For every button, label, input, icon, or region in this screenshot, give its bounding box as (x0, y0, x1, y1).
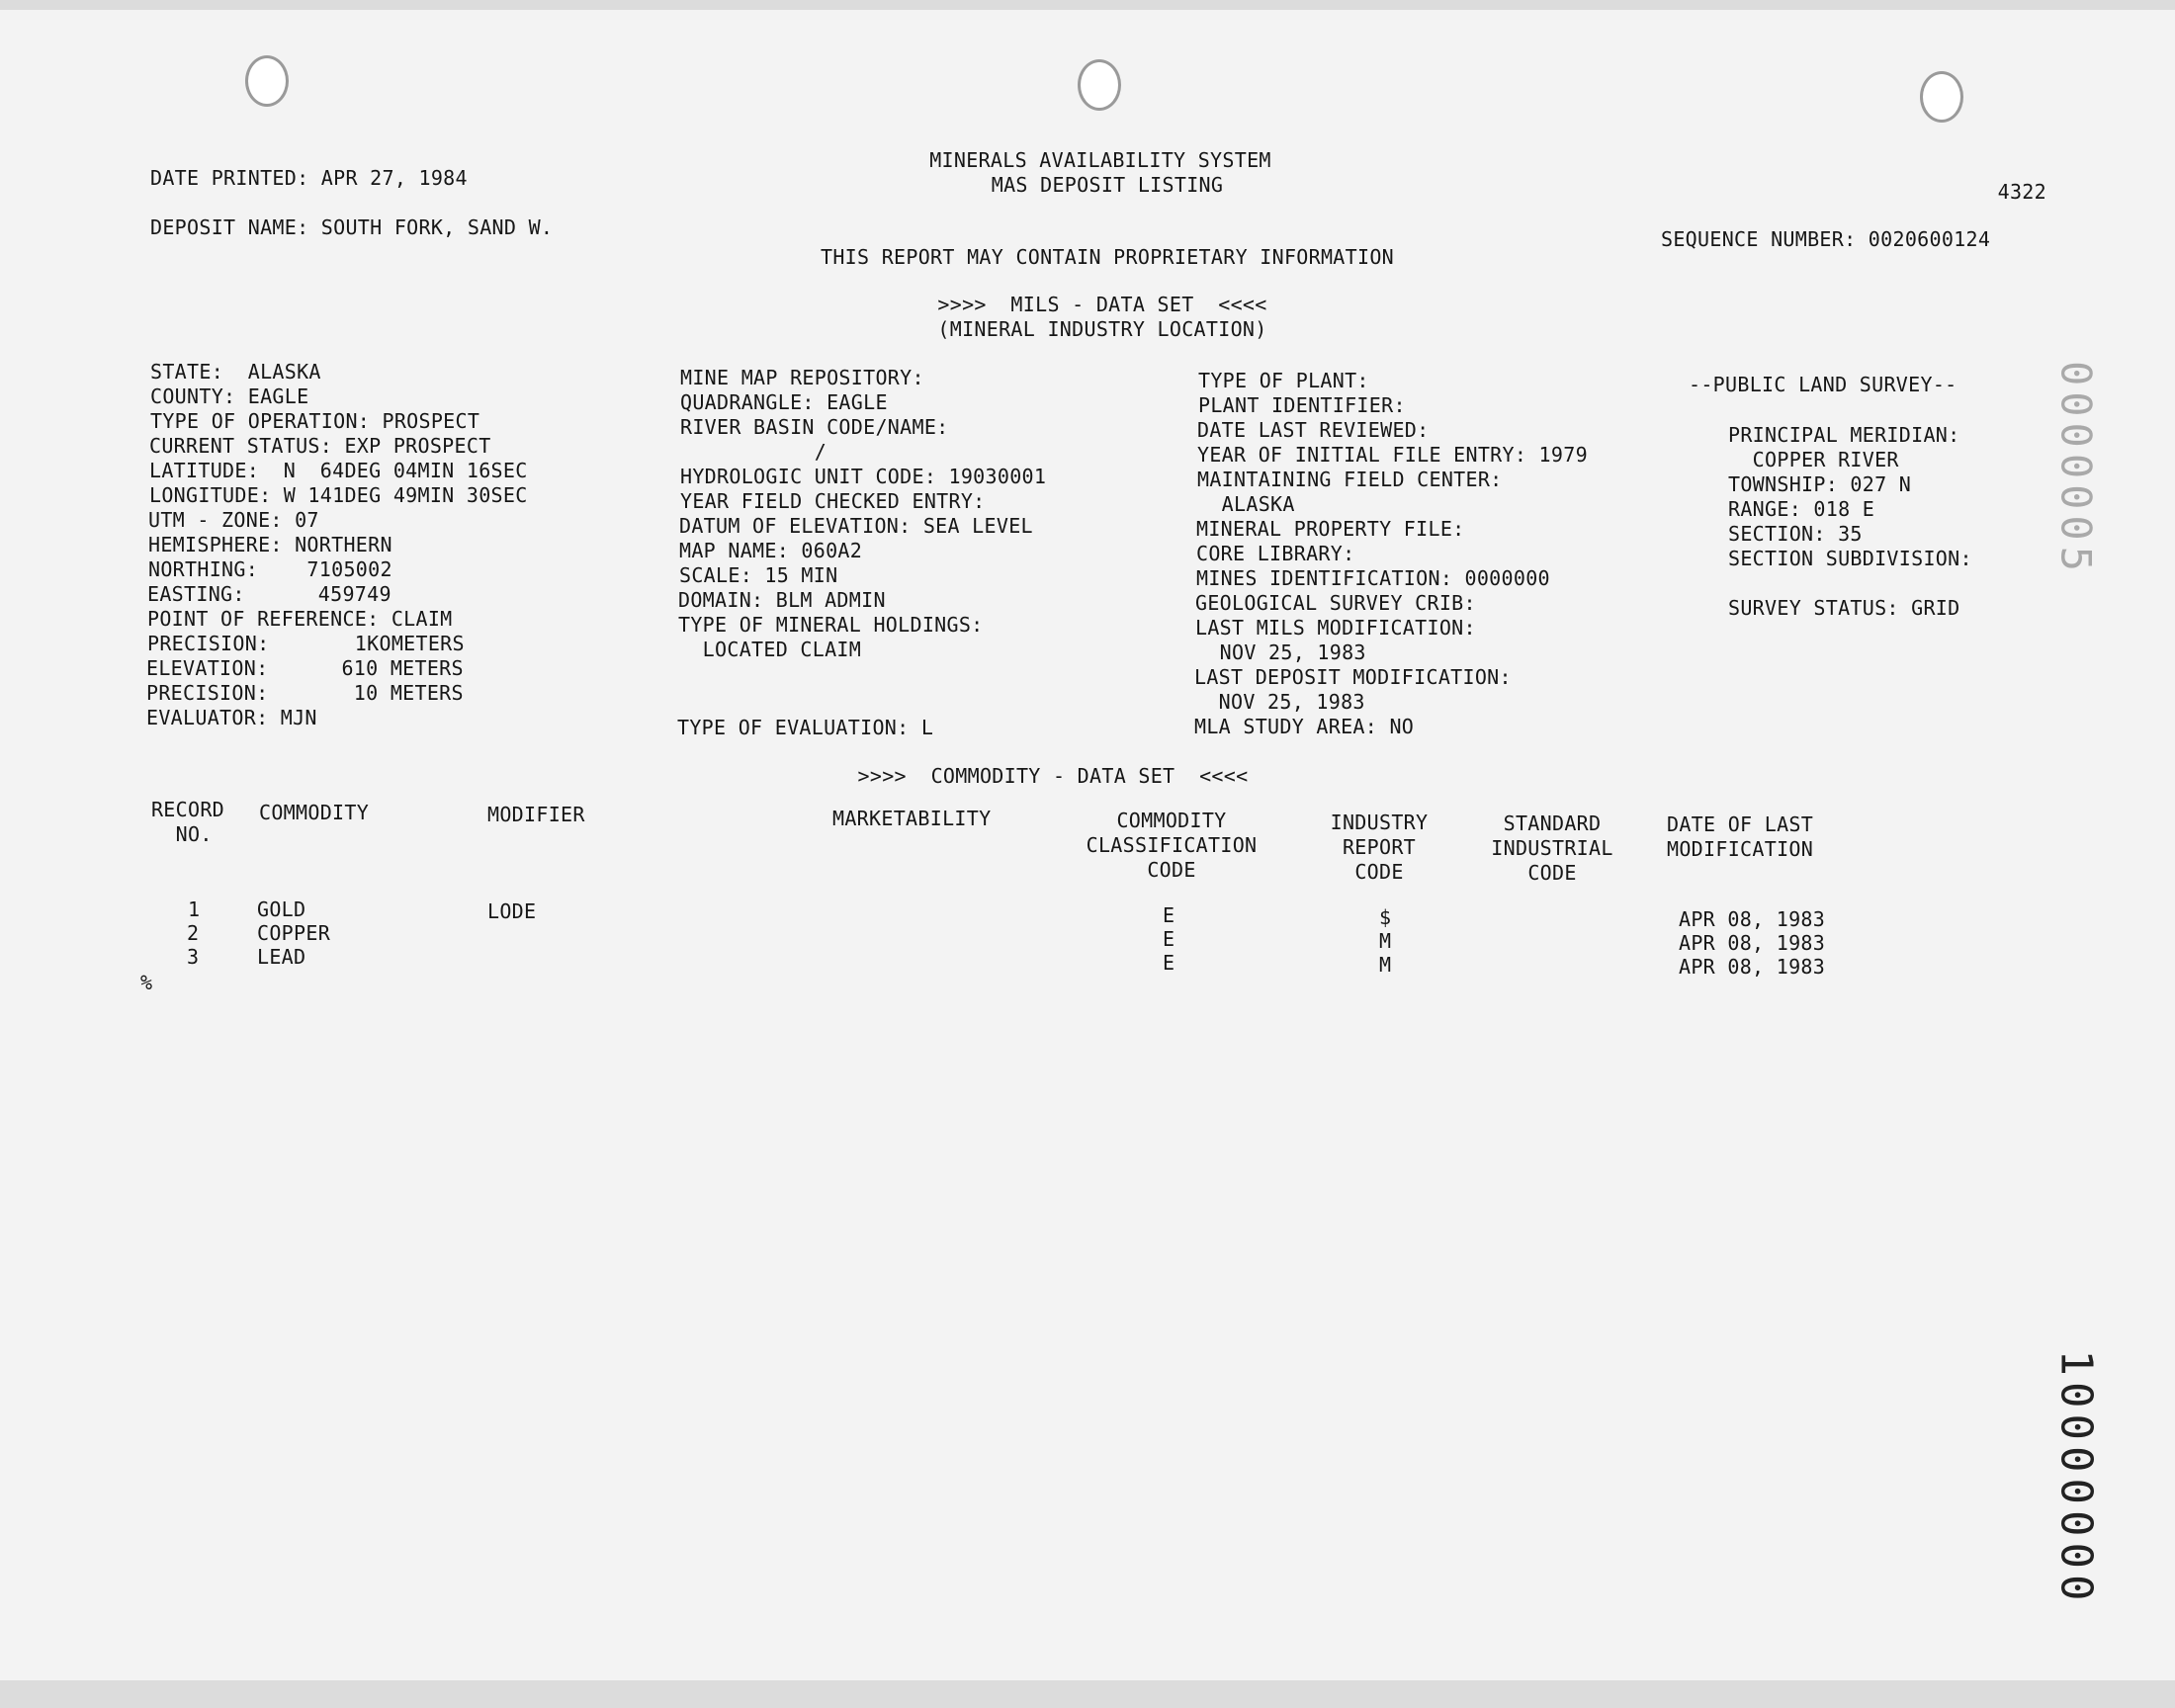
col-header-modifier: MODIFIER (487, 803, 585, 826)
operation-type-line: TYPE OF OPERATION: PROSPECT (150, 409, 480, 433)
row-classification-code: E (1163, 951, 1175, 975)
principal-meridian-value: COPPER RIVER (1728, 448, 1899, 471)
row-date-modified: APR 08, 1983 (1679, 955, 1826, 979)
row-date-modified: APR 08, 1983 (1679, 907, 1826, 931)
sequence-number: SEQUENCE NUMBER: 0020600124 (1661, 227, 1991, 251)
last-mils-modification-value: NOV 25, 1983 (1195, 640, 1366, 664)
mineral-property-file-line: MINERAL PROPERTY FILE: (1196, 517, 1465, 541)
row-industry-code: M (1379, 953, 1392, 977)
northing-line: NORTHING: 7105002 (148, 557, 392, 581)
row-commodity: COPPER (257, 921, 331, 945)
river-basin-value: / (680, 440, 827, 464)
scale-line: SCALE: 15 MIN (679, 563, 838, 587)
mineral-holdings-line: TYPE OF MINERAL HOLDINGS: (678, 613, 984, 637)
utm-zone-line: UTM - ZONE: 07 (148, 508, 319, 532)
end-of-listing-mark: % (140, 971, 153, 994)
mine-map-repository-line: MINE MAP REPOSITORY: (680, 366, 924, 389)
row-modifier: LODE (487, 899, 537, 923)
field-center-value: ALASKA (1197, 492, 1295, 516)
elevation-line: ELEVATION: 610 METERS (146, 656, 464, 680)
row-industry-code: M (1379, 929, 1392, 953)
easting-line: EASTING: 459749 (147, 582, 392, 606)
field-center-line: MAINTAINING FIELD CENTER: (1197, 468, 1503, 491)
river-basin-line: RIVER BASIN CODE/NAME: (680, 415, 949, 439)
section-line: SECTION: 35 (1728, 522, 1863, 546)
evaluator-line: EVALUATOR: MJN (146, 706, 317, 729)
hemisphere-line: HEMISPHERE: NORTHERN (148, 533, 392, 556)
col-header-classification-code: COMMODITY CLASSIFICATION CODE (1086, 809, 1258, 882)
plant-identifier-line: PLANT IDENTIFIER: (1198, 393, 1406, 417)
col-header-date-modified: DATE OF LAST MODIFICATION (1667, 812, 1814, 861)
date-last-reviewed-line: DATE LAST REVIEWED: (1197, 418, 1430, 442)
type-of-plant-line: TYPE OF PLANT: (1198, 369, 1369, 392)
date-printed: DATE PRINTED: APR 27, 1984 (150, 166, 468, 190)
longitude-line: LONGITUDE: W 141DEG 49MIN 30SEC (149, 483, 528, 507)
col-header-commodity: COMMODITY (259, 801, 370, 824)
state-line: STATE: ALASKA (150, 360, 321, 384)
section-subdivision-line: SECTION SUBDIVISION: (1728, 547, 1972, 570)
township-line: TOWNSHIP: 027 N (1728, 472, 1912, 496)
mils-heading: >>>> MILS - DATA SET <<<< (937, 293, 1267, 316)
punch-hole-right (1920, 71, 1963, 123)
punch-hole-left (245, 55, 289, 107)
datum-of-elevation-line: DATUM OF ELEVATION: SEA LEVEL (679, 514, 1033, 538)
row-commodity: LEAD (257, 945, 306, 969)
hydrologic-unit-line: HYDROLOGIC UNIT CODE: 19030001 (680, 465, 1047, 488)
county-line: COUNTY: EAGLE (150, 384, 309, 408)
row-date-modified: APR 08, 1983 (1679, 931, 1826, 955)
col-header-record-no: RECORD NO. (150, 798, 225, 846)
current-status-line: CURRENT STATUS: EXP PROSPECT (149, 434, 491, 458)
domain-line: DOMAIN: BLM ADMIN (678, 588, 886, 612)
type-of-evaluation-line: TYPE OF EVALUATION: L (677, 716, 934, 739)
quadrangle-line: QUADRANGLE: EAGLE (680, 390, 888, 414)
land-survey-heading: --PUBLIC LAND SURVEY-- (1689, 373, 1958, 396)
principal-meridian-line: PRINCIPAL MERIDIAN: (1728, 423, 1960, 447)
row-record-no: 3 (187, 945, 200, 969)
system-title: MINERALS AVAILABILITY SYSTEM (929, 148, 1271, 172)
precision-km-line: PRECISION: 1KOMETERS (147, 632, 465, 655)
row-classification-code: E (1163, 903, 1175, 927)
mils-subheading: (MINERAL INDUSTRY LOCATION) (937, 317, 1267, 341)
row-record-no: 1 (188, 897, 201, 921)
stamp-number-upper: 0000005 (2051, 360, 2101, 577)
mla-study-area-line: MLA STUDY AREA: NO (1194, 715, 1415, 738)
precision-m-line: PRECISION: 10 METERS (146, 681, 464, 705)
map-name-line: MAP NAME: 060A2 (679, 539, 863, 562)
row-record-no: 2 (187, 921, 200, 945)
listing-title: MAS DEPOSIT LISTING (991, 173, 1224, 197)
punch-hole-center (1078, 59, 1121, 111)
proprietary-notice: THIS REPORT MAY CONTAIN PROPRIETARY INFORMATION (820, 245, 1395, 269)
last-deposit-modification-value: NOV 25, 1983 (1194, 690, 1365, 714)
initial-file-entry-line: YEAR OF INITIAL FILE ENTRY: 1979 (1197, 443, 1588, 467)
row-commodity: GOLD (257, 897, 306, 921)
stamp-number-lower: 10000000 (2050, 1349, 2102, 1607)
row-industry-code: $ (1379, 905, 1392, 929)
last-deposit-modification-line: LAST DEPOSIT MODIFICATION: (1194, 665, 1512, 689)
core-library-line: CORE LIBRARY: (1196, 542, 1355, 565)
col-header-sic-code: STANDARD INDUSTRIAL CODE (1491, 811, 1613, 885)
deposit-name: DEPOSIT NAME: SOUTH FORK, SAND W. (150, 215, 554, 239)
survey-status-line: SURVEY STATUS: GRID (1728, 596, 1960, 620)
mines-identification-line: MINES IDENTIFICATION: 0000000 (1196, 566, 1550, 590)
page-number: 4322 (1997, 180, 2046, 204)
point-of-reference-line: POINT OF REFERENCE: CLAIM (147, 607, 453, 631)
row-classification-code: E (1163, 927, 1175, 951)
report-page (0, 10, 2175, 1680)
mineral-holdings-value: LOCATED CLAIM (678, 638, 862, 661)
col-header-marketability: MARKETABILITY (832, 807, 992, 830)
geological-survey-crib-line: GEOLOGICAL SURVEY CRIB: (1195, 591, 1476, 615)
commodity-heading: >>>> COMMODITY - DATA SET <<<< (857, 764, 1249, 788)
range-line: RANGE: 018 E (1728, 497, 1875, 521)
col-header-industry-report-code: INDUSTRY REPORT CODE (1330, 811, 1429, 884)
last-mils-modification-line: LAST MILS MODIFICATION: (1195, 616, 1476, 640)
latitude-line: LATITUDE: N 64DEG 04MIN 16SEC (149, 459, 528, 482)
year-field-checked-line: YEAR FIELD CHECKED ENTRY: (680, 489, 986, 513)
